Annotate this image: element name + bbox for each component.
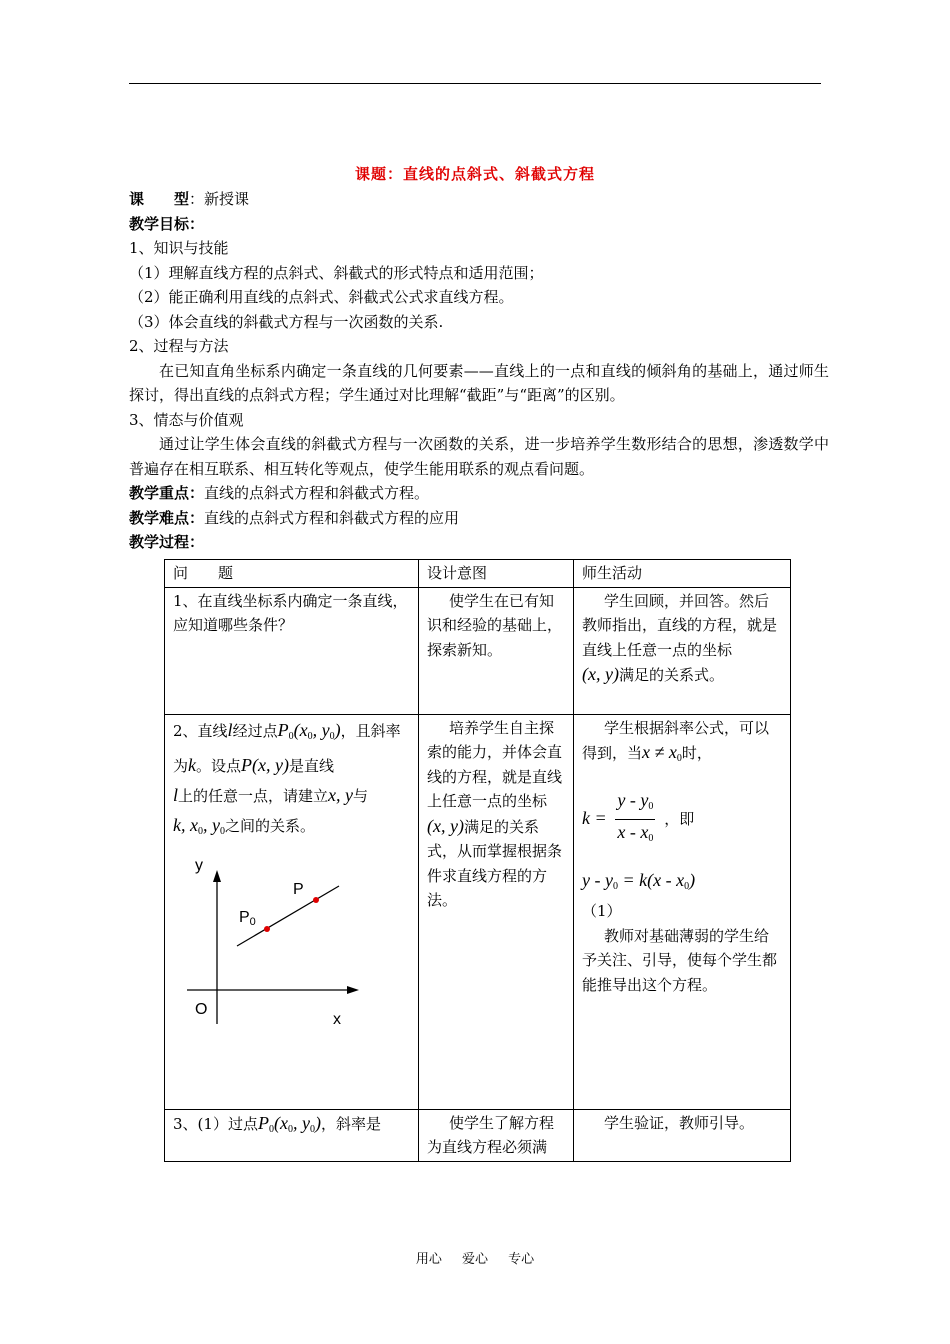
row2-q-point-p0 <box>278 720 341 740</box>
row1-intent: 使学生在已有知识和经验的基础上，探索新知。 <box>419 587 574 714</box>
key-point-label: 教学重点 <box>129 484 190 502</box>
row2-q-k2-sub2: 0 <box>219 825 225 837</box>
row2-q-k2-sub: 0 <box>197 825 203 837</box>
page-footer: 用心 爱心 专心 <box>415 1252 535 1267</box>
row2-intent <box>419 714 574 1109</box>
course-type-label: 课 型 <box>129 190 190 208</box>
table-row <box>165 1109 791 1161</box>
row2-q-text-6: 上的任意一点，请建立 <box>178 786 329 805</box>
row2-act-fraction <box>615 788 655 852</box>
row2-q-k2-mid: , y <box>202 814 220 835</box>
row2-act-cond-sub: 0 <box>676 753 682 764</box>
point-p-dot <box>313 897 319 903</box>
row2-act-eq-sub2: 0 <box>684 880 690 892</box>
row3-q-x0-sub: 0 <box>287 1123 293 1135</box>
process-section-heading: 教学过程： <box>129 533 205 551</box>
key-point-line <box>129 481 829 506</box>
row1-activity-math: (x, y) <box>582 664 619 684</box>
row2-act-cond-main: x ≠ x <box>642 742 677 762</box>
row2-q-p0-close: ) <box>334 719 341 740</box>
row2-act-eq-sub: 0 <box>612 880 618 892</box>
row3-q-p0-letter: P <box>257 1112 269 1133</box>
row2-q-p0-letter: P <box>277 719 289 740</box>
row2-q-text-3: ，且斜率为 <box>173 721 401 775</box>
point-p0-dot <box>264 926 270 932</box>
point-p0-label <box>239 909 256 928</box>
row2-q-k: k <box>188 754 197 775</box>
row2-act-text-2: 时， <box>681 744 712 762</box>
process-heading: 2、过程与方法 <box>129 337 229 355</box>
row2-act-num-sub: 0 <box>648 800 654 812</box>
row2-q-p0-sub: 0 <box>288 730 294 742</box>
lesson-process-table <box>164 559 791 1162</box>
row3-intent: 使学生了解方程为直线方程必须满 <box>419 1109 574 1161</box>
row3-question <box>165 1109 419 1161</box>
row2-question <box>165 714 419 1109</box>
row2-q-k-x0-y0 <box>173 815 225 835</box>
row2-q-text-4: 。设点 <box>196 756 242 775</box>
row2-q-y0-sub: 0 <box>329 730 335 742</box>
row2-point-slope-equation <box>582 868 782 900</box>
row2-act-text-1: 学生根据斜率公式，可以得到，当 <box>582 718 770 762</box>
row2-act-numerator <box>615 788 655 821</box>
point-p-label: P <box>293 880 304 898</box>
knowledge-heading: 1、知识与技能 <box>129 239 229 257</box>
difficulty-text: 直线的点斜式方程和斜截式方程的应用 <box>204 508 460 527</box>
row2-act-text-3: ，即 <box>664 809 695 828</box>
row3-q-text-2: ，斜率是 <box>320 1114 381 1133</box>
row2-q-text-1: 2、直线 <box>173 721 228 740</box>
key-point-text: 直线的点斜式方程和斜截式方程。 <box>204 484 430 502</box>
row2-q-line-l: l <box>227 719 233 740</box>
row2-equation-number: （1） <box>582 902 622 920</box>
row2-q-text-2: 经过点 <box>232 721 278 740</box>
course-type-line <box>129 187 829 212</box>
difficulty-label: 教学难点 <box>129 508 190 527</box>
row3-q-mid: , y <box>292 1112 310 1133</box>
row2-intent-text: 培养学生自主探索的能力，并体会直线的方程，就是直线上任意一点的坐标 <box>427 718 563 810</box>
row3-activity: 学生验证，教师引导。 <box>574 1109 791 1161</box>
row2-q-p0-mid: , y <box>312 719 330 740</box>
coordinate-graph <box>173 852 373 1032</box>
row2-activity <box>574 714 791 1109</box>
y-axis-arrow <box>213 870 221 882</box>
row3-q-text-1: 3、(1）过点 <box>173 1114 258 1133</box>
row3-q-args: (x <box>273 1112 288 1133</box>
process-text: 在已知直角坐标系内确定一条直线的几何要素——直线上的一点和直线的倾斜角的基础上，通过师生探讨，得出直线的点斜式方程；学生通过对比理解“截距”与“距离”的区别。 <box>129 361 829 404</box>
row2-q-p0-args: (x <box>293 719 308 740</box>
course-type-value: 新授课 <box>204 190 250 208</box>
knowledge-item-3: （3）体会直线的斜截式方程与一次函数的关系. <box>129 312 444 331</box>
x-axis-arrow <box>347 986 359 994</box>
row2-act-num-text: y - y <box>617 789 649 810</box>
origin-label: O <box>195 1000 208 1018</box>
point-p0-letter: P <box>239 908 250 926</box>
knowledge-item-1: （1）理解直线方程的点斜式、斜截式的形式特点和适用范围； <box>129 263 544 282</box>
row1-activity <box>574 587 791 714</box>
objectives-heading: 教学目标： <box>129 214 205 233</box>
row2-q-k2: k, x <box>173 814 198 835</box>
emotion-heading: 3、情态与价值观 <box>129 410 244 429</box>
knowledge-item-2: （2）能正确利用直线的点斜式、斜截式公式求直线方程。 <box>129 288 514 306</box>
x-axis-label: x <box>333 1010 341 1028</box>
key-point-colon: ： <box>189 484 205 502</box>
row3-q-p0-sub: 0 <box>268 1123 274 1135</box>
table-row <box>165 714 791 1109</box>
lesson-body <box>129 187 829 555</box>
row2-act-condition <box>642 742 682 762</box>
header-intent: 设计意图 <box>419 560 574 588</box>
row2-q-line-l-2: l <box>173 784 179 805</box>
row2-act-den-text: x - x <box>617 822 649 842</box>
row2-act-eq-c: ) <box>689 869 696 890</box>
difficulty-line <box>129 506 829 531</box>
row2-q-text-5: 是直线 <box>289 756 335 775</box>
row2-act-denominator <box>615 820 655 852</box>
row2-q-xy: x, y <box>328 784 354 805</box>
row3-q-point-p0 <box>258 1113 321 1133</box>
row2-act-eq-b: = k(x - x <box>622 869 685 890</box>
header-rule <box>129 83 821 84</box>
row2-slope-formula <box>582 788 782 852</box>
difficulty-colon: ： <box>189 508 205 527</box>
row2-q-x0-sub: 0 <box>307 730 313 742</box>
row2-act-k: k = <box>582 807 607 828</box>
point-p0-sub: 0 <box>249 915 256 928</box>
row2-q-text-7: 与 <box>353 786 369 805</box>
row2-q-text-8: 之间的关系。 <box>224 816 315 835</box>
row1-question: 1、在直线坐标系内确定一条直线，应知道哪些条件？ <box>165 587 419 714</box>
header-question: 问 题 <box>165 560 419 588</box>
row3-q-close: ) <box>314 1112 321 1133</box>
table-row <box>165 587 791 714</box>
table-header-row <box>165 560 791 588</box>
lesson-title: 课题：直线的点斜式、斜截式方程 <box>354 165 595 183</box>
row2-intent-end: 满足的关系式，从而掌握根据条件求直线方程的方法。 <box>427 817 563 909</box>
row3-q-y0-sub: 0 <box>309 1123 315 1135</box>
row2-act-text-4: 教师对基础薄弱的学生给予关注、引导，使每个学生都能推导出这个方程。 <box>582 926 778 994</box>
row2-intent-math: (x, y) <box>427 815 464 836</box>
course-type-colon: ： <box>189 190 205 208</box>
row2-act-eq-a: y - y <box>582 869 613 890</box>
row2-q-point-pxy: P(x, y) <box>241 754 289 775</box>
row1-activity-end: 满足的关系式。 <box>618 666 724 684</box>
header-activity: 师生活动 <box>574 560 791 588</box>
y-axis-label: y <box>195 856 203 874</box>
row1-activity-text: 学生回顾，并回答。然后教师指出，直线的方程，就是直线上任意一点的坐标 <box>582 591 778 659</box>
row2-act-den-sub: 0 <box>648 833 654 844</box>
emotion-text: 通过让学生体会直线的斜截式方程与一次函数的关系，进一步培养学生数形结合的思想，渗透数学中普遍存在相互联系、相互转化等观点，使学生能用联系的观点看问题。 <box>129 435 829 478</box>
